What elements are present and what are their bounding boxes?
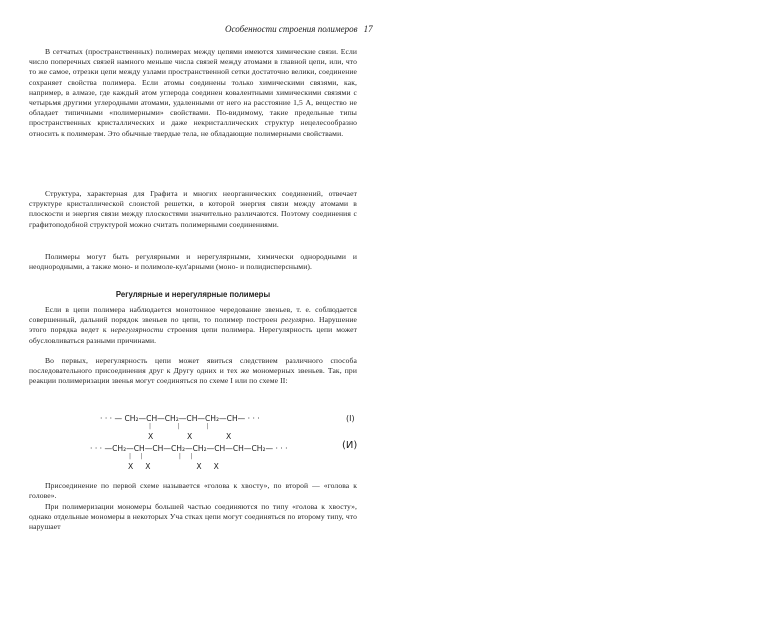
text-run: Нарушение этого порядка ведет к bbox=[29, 315, 357, 335]
paragraph-graphite-structure: Структура, характерная для Графита и многих неорганических соединений, отвечает структуре кристаллической слоистой решетки, в которой энергия связи между атомами в плоскости и энергия связи между плоскостями значительно различаются. Поэтому соединения с графитоподобной структурой можно считать полимерными соединениями. bbox=[29, 189, 357, 229]
text-run: цепи, то полимер построен bbox=[178, 315, 281, 325]
paragraph-network-polymers: В сетчатых (пространственных) полимерах между цепями имеются химические связи. Если число поперечных связей намного меньше числа связей между атомами в главной цепи, или, что то же самое, отрезки цепи между узлами пространственной сетки достаточно велики, соединение сохраняет свойства полимера. Если атомы соединены только химическими связями, как, например, в алмазе, где каждый атом углерода соединен ковалентными химическими связями с четырьмя другими углеродными атомами, удаленными от него на расстояние 1,5 А, вещество не обладает типичными «полимерными» свойствами. По-видимому, такие предельные типы пространственных кристаллических и даже некристаллических структур нецелесообразно относить к полимерам. Это обычные твердые тела, не обладающие полимерными свойствами. bbox=[29, 47, 357, 138]
substituents-1: X X X bbox=[148, 432, 232, 441]
paragraph-regularity bbox=[29, 305, 357, 346]
bond-lines-2: | | | | bbox=[129, 453, 193, 460]
substituents-2: X X X X bbox=[128, 462, 219, 471]
paragraph-addition-schemes: Во первых, нерегулярность цепи может явиться следствием различного способа последовательного присоединения друг к Другу одних и тех же мономерных звеньев. Так, при реакции полимеризации звенья могут соединяться по схеме I или по схеме II: bbox=[29, 356, 357, 386]
running-header-title: Особенности строения полимеров bbox=[225, 24, 358, 34]
emphasis-text: по bbox=[170, 315, 179, 325]
emphasis-text: регулярно. bbox=[280, 315, 316, 325]
section-title: Регулярные и нерегулярные полимеры bbox=[115, 290, 271, 299]
scheme-1-label: (I) bbox=[346, 414, 355, 423]
text-run: строения цепи полимера. Нерегулярность цепи может обусловливаться разными причинами. bbox=[29, 325, 357, 345]
formula-scheme-1: · · · — CH₂—CH—CH₂—CH—CH₂—CH— · · · bbox=[100, 414, 260, 423]
page-number: 17 bbox=[363, 24, 373, 34]
formula-scheme-2: · · · —CH₂—CH—CH—CH₂—CH₂—CH—CH—CH₂— · · · bbox=[90, 444, 288, 453]
emphasis-text: нерегулярности bbox=[110, 325, 164, 335]
bond-lines-1: | | | bbox=[149, 423, 209, 430]
paragraph-head-to-tail: Присоединение по первой схеме называется «голова к хвосту», по второй — «голова к голове». bbox=[29, 481, 357, 501]
paragraph-polymer-types: Полимеры могут быть регулярными и нерегулярными, химически однородными и неоднородными, а также моно- и полимоле-кул'арными (моно- и полидисперсными). bbox=[29, 252, 357, 272]
running-header bbox=[225, 24, 373, 34]
chemical-formula bbox=[90, 408, 360, 478]
text-run: Если в цепи полимера наблюдается монотонное чередование звеньев, т. е. соблюдается совершенный, дальний порядок звеньев bbox=[29, 305, 357, 325]
paragraph-polymerization-type: При полимеризации мономеры большей частью соединяются по типу «голова к хвосту», однако отдельные мономеры в некоторых Уча стках цепи могут соединяться по второму типу, что нарушает bbox=[29, 502, 357, 532]
scheme-2-label: (И) bbox=[342, 440, 358, 451]
